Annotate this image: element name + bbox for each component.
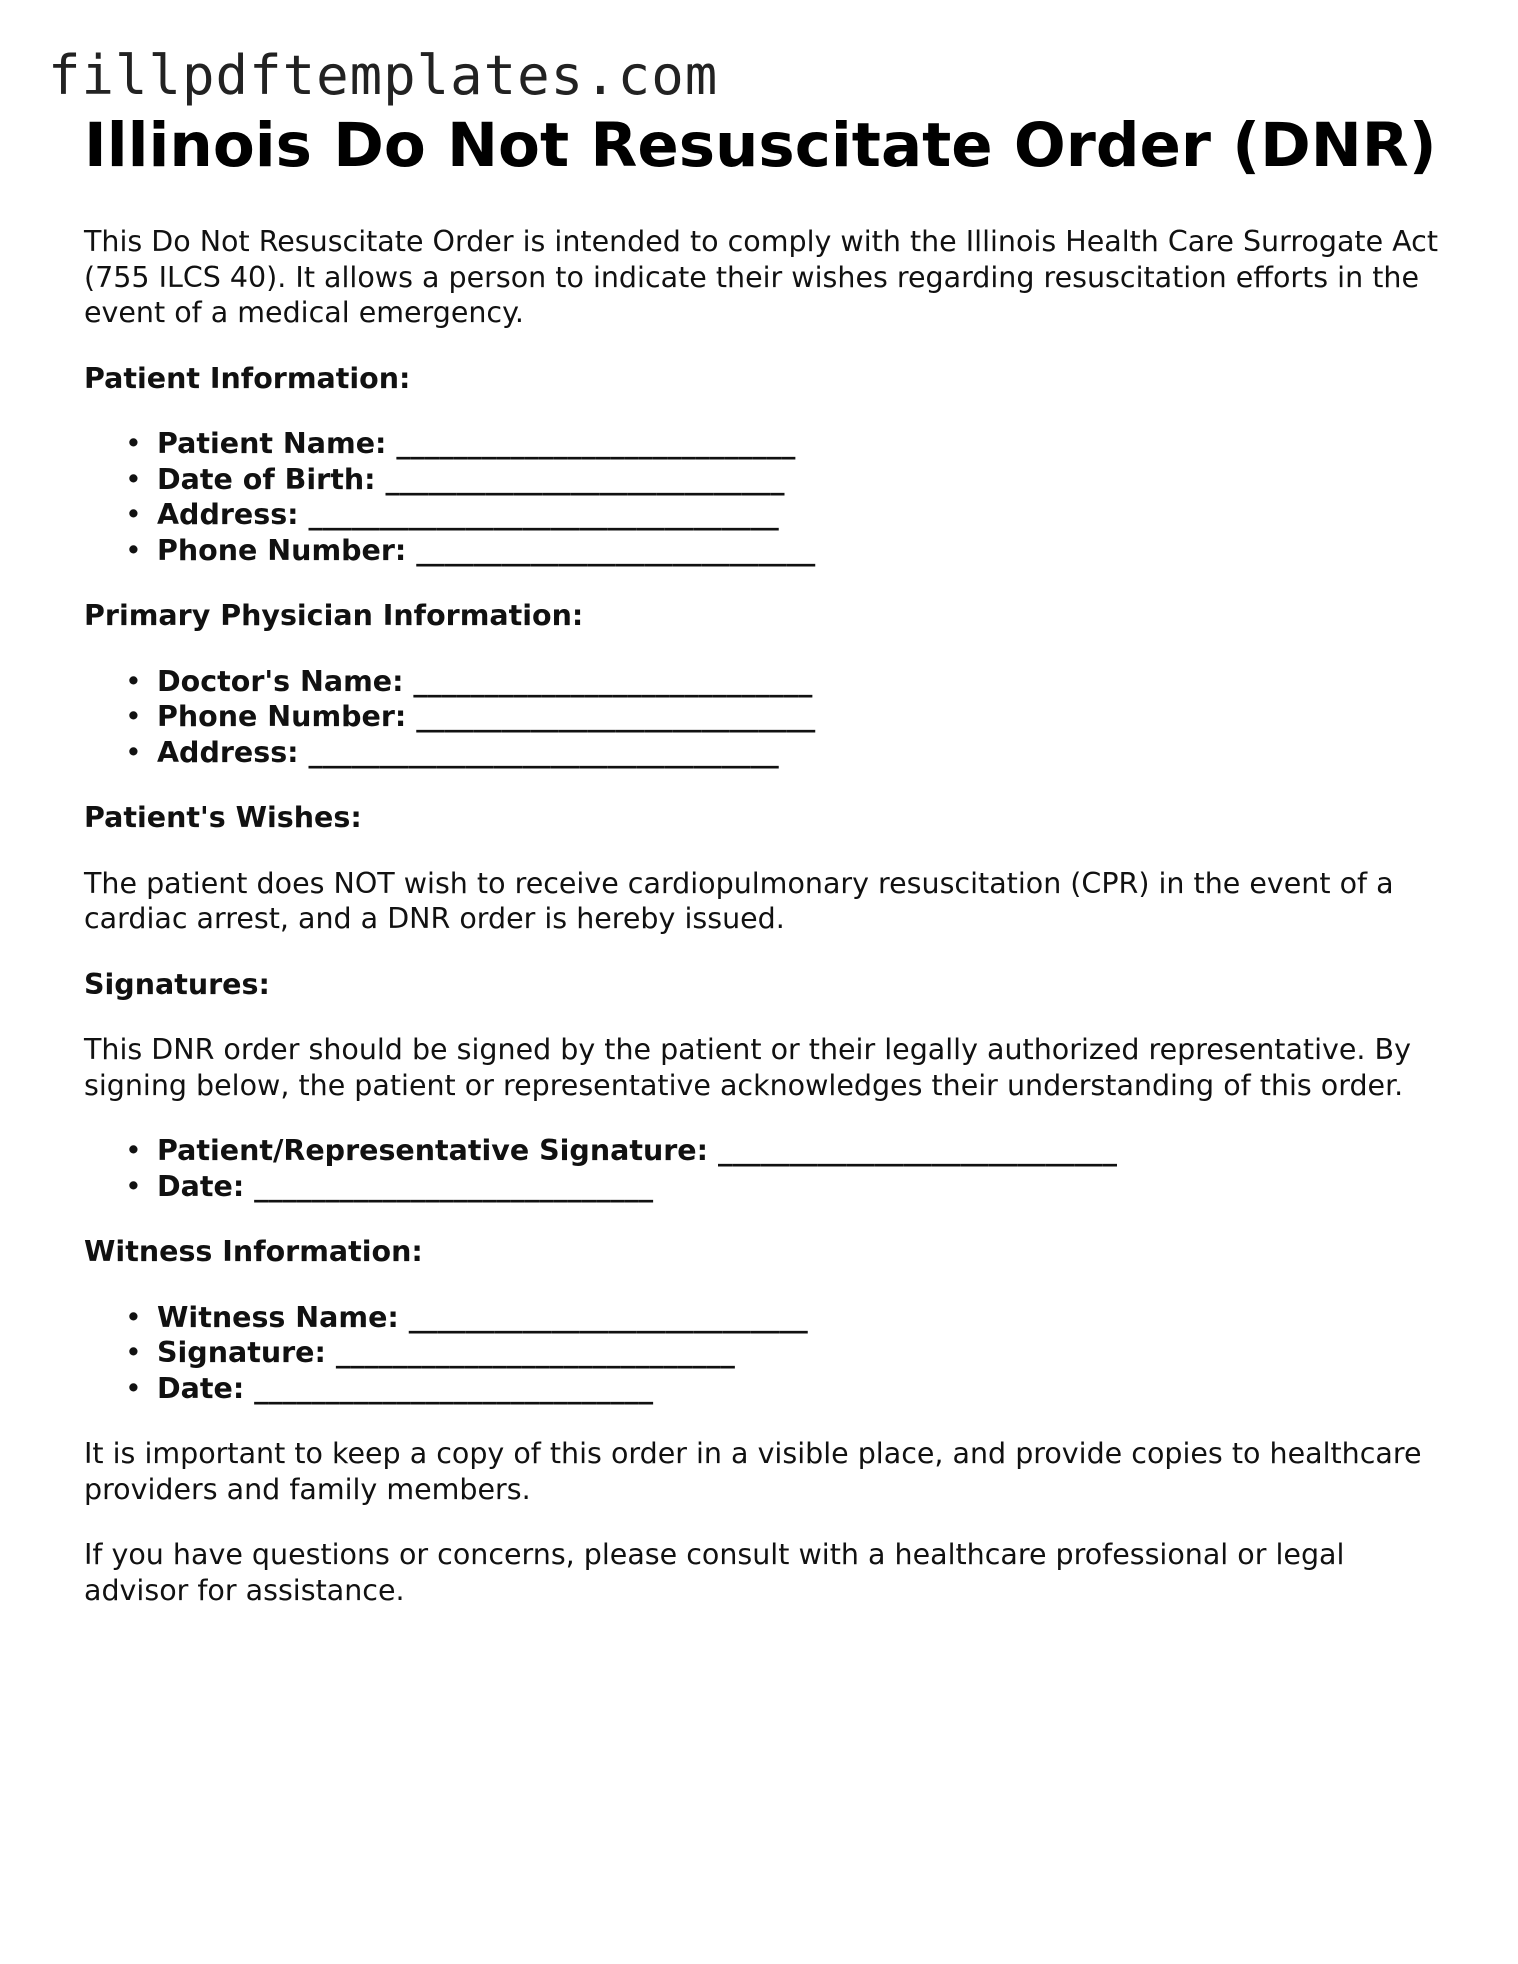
witness-signature-field[interactable] (125, 1335, 1444, 1371)
watermark: fillpdftemplates.com (48, 44, 719, 107)
bullet-icon: • (125, 533, 142, 567)
field-label: Patient/Representative Signature: ____________________________ (157, 1134, 1117, 1167)
bullet-icon: • (125, 1336, 142, 1369)
document-title: Illinois Do Not Resuscitate Order (DNR) (84, 110, 1437, 181)
bullet-icon: • (125, 498, 142, 531)
bullet-icon: • (125, 462, 142, 496)
doctor-phone-field[interactable] (125, 699, 1444, 735)
patient-signature-field[interactable] (125, 1133, 1444, 1169)
signature-date-field[interactable] (125, 1169, 1444, 1205)
patient-info-list (84, 426, 1444, 568)
signatures-heading: Signatures: (84, 967, 270, 1001)
bullet-icon: • (125, 735, 142, 769)
date-of-birth-field[interactable] (125, 462, 1444, 498)
intro-paragraph: This Do Not Resuscitate Order is intended to comply with the Illinois Health Care Surrogate Act (755 ILCS 40). It allows a person to indicate their wishes regarding resuscitation efforts in the event of a medical emergency. (84, 225, 1439, 329)
signatures-list (84, 1133, 1444, 1204)
witness-info-heading: Witness Information: (84, 1235, 423, 1268)
bullet-icon: • (125, 427, 142, 460)
field-label: Patient Name: ____________________________ (157, 427, 796, 460)
field-label: Doctor's Name: ____________________________ (157, 664, 813, 698)
bullet-icon: • (125, 700, 142, 733)
field-label: Phone Number: ____________________________ (157, 533, 816, 567)
patient-address-field[interactable] (125, 497, 1444, 533)
signatures-paragraph: This DNR order should be signed by the patient or their legally authorized representative. By signing below, the patient or representative acknowledges their understanding of this order. (84, 1033, 1411, 1102)
doctor-address-field[interactable] (125, 735, 1444, 771)
closing-paragraph-questions: If you have questions or concerns, please consult with a healthcare professional or legal advisor for assistance. (84, 1538, 1345, 1607)
field-label: Address: _________________________________ (157, 498, 779, 531)
bullet-icon: • (125, 1134, 142, 1167)
patient-phone-field[interactable] (125, 533, 1444, 569)
wishes-paragraph: The patient does NOT wish to receive cardiopulmonary resuscitation (CPR) in the event of a cardiac arrest, and a DNR order is hereby issued. (84, 866, 1394, 935)
bullet-icon: • (125, 1371, 142, 1405)
bullet-icon: • (125, 1300, 142, 1334)
patient-name-field[interactable] (125, 426, 1444, 462)
doctor-name-field[interactable] (125, 664, 1444, 700)
field-label: Date: ____________________________ (157, 1371, 654, 1405)
field-label: Date: ____________________________ (157, 1169, 654, 1203)
physician-info-list (84, 664, 1444, 771)
bullet-icon: • (125, 1169, 142, 1203)
closing-paragraph-copies: It is important to keep a copy of this order in a visible place, and provide copies to healthcare providers and family members. (84, 1437, 1422, 1506)
field-label: Date of Birth: ____________________________ (157, 462, 785, 496)
physician-info-heading: Primary Physician Information: (84, 599, 584, 632)
witness-name-field[interactable] (125, 1300, 1444, 1336)
patient-info-heading: Patient Information: (84, 361, 411, 395)
field-label: Signature: ____________________________ (157, 1336, 735, 1369)
field-label: Address: _________________________________ (157, 735, 779, 769)
field-label: Witness Name: ____________________________ (157, 1300, 808, 1334)
field-label: Phone Number: ____________________________ (157, 700, 816, 733)
bullet-icon: • (125, 664, 142, 698)
witness-date-field[interactable] (125, 1371, 1444, 1407)
wishes-heading: Patient's Wishes: (84, 801, 362, 834)
document-body (84, 108, 1444, 1608)
witness-info-list (84, 1300, 1444, 1407)
